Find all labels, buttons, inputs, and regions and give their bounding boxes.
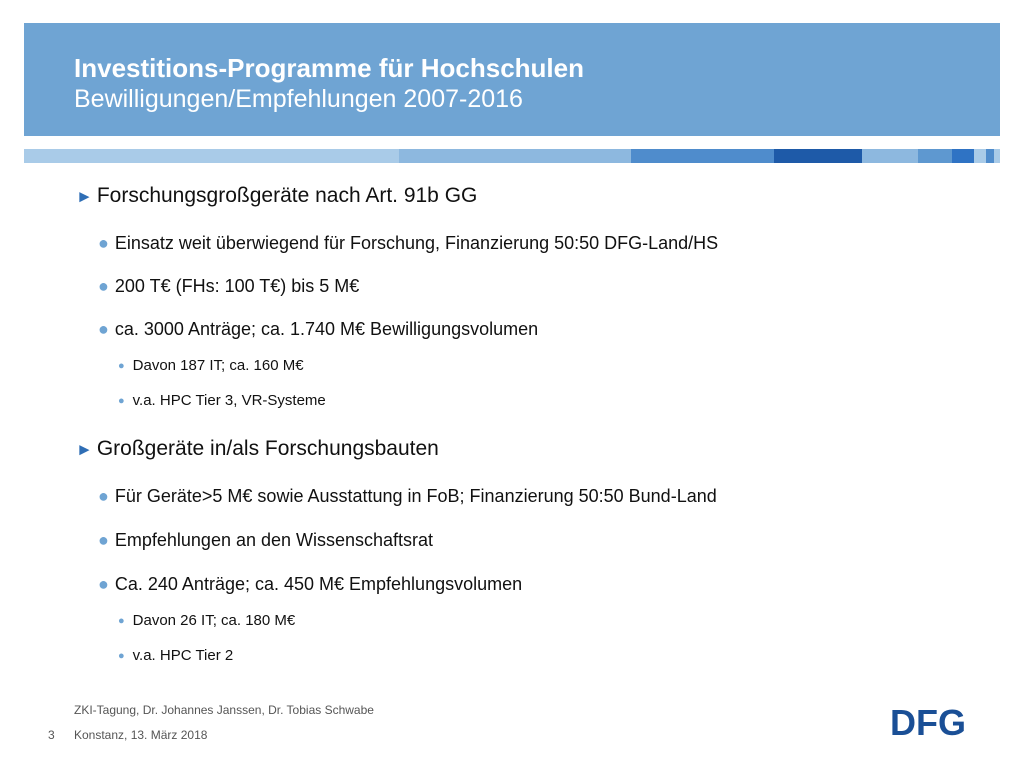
dot-bullet-icon: ● [98, 574, 109, 594]
section-heading [76, 437, 439, 461]
list-item-text: Ca. 240 Anträge; ca. 450 M€ Empfehlungsvolumen [114, 574, 523, 594]
list-item-text: Empfehlungen an den Wissenschaftsrat [114, 530, 434, 550]
dot-bullet-icon: ● [98, 233, 109, 253]
dot-bullet-icon: ● [118, 395, 125, 407]
dot-bullet-icon: ● [98, 319, 109, 339]
list-item-text: 200 T€ (FHs: 100 T€) bis 5 M€ [114, 276, 360, 296]
dfg-logo [880, 704, 976, 740]
section-heading [76, 184, 477, 208]
list-item-text: Einsatz weit überwiegend für Forschung, Finanzierung 50:50 DFG-Land/HS [114, 233, 719, 253]
list-item [98, 574, 522, 595]
list-item-text: ca. 3000 Anträge; ca. 1.740 M€ Bewilligungsvolumen [114, 319, 539, 339]
list-item-text: Für Geräte>5 M€ sowie Ausstattung in FoB; Finanzierung 50:50 Bund-Land [114, 486, 717, 506]
sub-list-item-text: v.a. HPC Tier 2 [132, 647, 234, 664]
list-item [98, 530, 433, 551]
dot-bullet-icon: ● [98, 486, 109, 506]
slide-subtitle: Bewilligungen/Empfehlungen 2007-2016 [74, 85, 523, 113]
list-item [98, 319, 538, 340]
list-item [98, 233, 718, 254]
dot-bullet-icon: ● [118, 615, 125, 627]
footer-place-date: Konstanz, 13. März 2018 [74, 728, 208, 742]
list-item [98, 276, 359, 297]
sub-list-item [118, 612, 295, 629]
slide-title: Investitions-Programme für Hochschulen [74, 53, 584, 83]
sub-list-item [118, 392, 326, 409]
sub-list-item-text: v.a. HPC Tier 3, VR-Systeme [132, 392, 326, 409]
dfg-logo-text: DFG [890, 704, 966, 740]
sub-list-item [118, 357, 304, 374]
dot-bullet-icon: ● [98, 276, 109, 296]
sub-list-item [118, 647, 233, 664]
dot-bullet-icon: ● [118, 360, 125, 372]
section-heading-text: Großgeräte in/als Forschungsbauten [96, 437, 439, 460]
arrow-bullet-icon: ► [76, 187, 93, 206]
arrow-bullet-icon: ► [76, 440, 93, 459]
sub-list-item-text: Davon 187 IT; ca. 160 M€ [132, 357, 304, 374]
sub-list-item-text: Davon 26 IT; ca. 180 M€ [132, 612, 296, 629]
list-item [98, 486, 717, 507]
section-heading-text: Forschungsgroßgeräte nach Art. 91b GG [96, 184, 478, 207]
dot-bullet-icon: ● [98, 530, 109, 550]
footer-event: ZKI-Tagung, Dr. Johannes Janssen, Dr. Tobias Schwabe [74, 703, 374, 717]
dot-bullet-icon: ● [118, 650, 125, 662]
page-number: 3 [48, 728, 55, 742]
